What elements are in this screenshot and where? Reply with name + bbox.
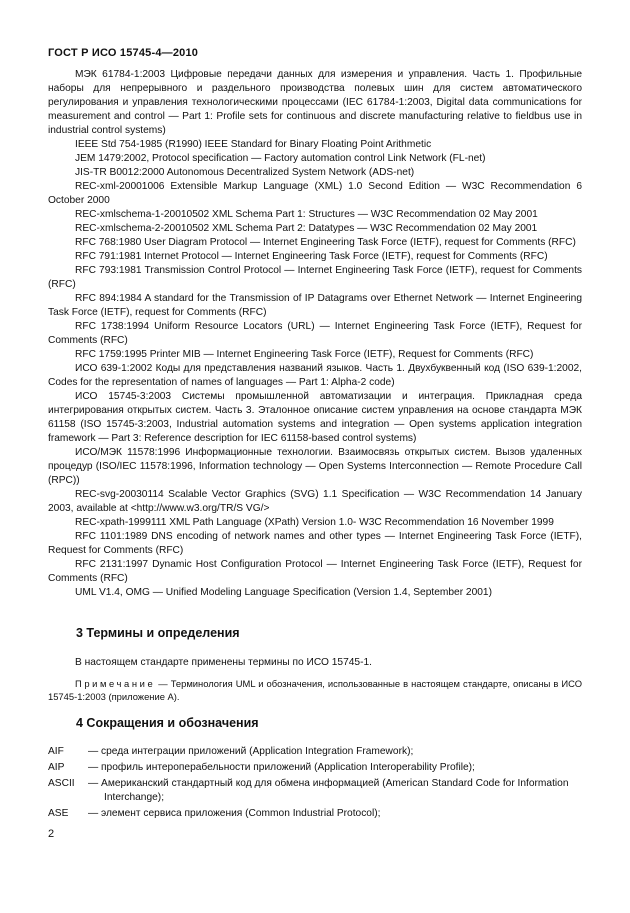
note-text: — Терминология UML и обозначения, использованные в настоящем стандарте, описаны в ИСО 15745-1:2003 (приложение А). [48, 678, 582, 702]
reference-item: RFC 894:1984 A standard for the Transmission of IP Datagrams over Ethernet Network — Internet Engineering Task Force (IETF), request for Comments (RFC) [48, 293, 582, 318]
abbreviation-key: ASE [48, 808, 69, 819]
abbreviation-desc: — профиль интероперабельности приложений (Application Interoperability Profile); [88, 762, 475, 773]
reference-item: REC-svg-20030114 Scalable Vector Graphics (SVG) 1.1 Specification — W3C Recommendation 14 January 2003, available at <http://www.w3.org/TR/S VG/> [48, 489, 582, 514]
abbreviation-row [48, 745, 582, 759]
reference-item: RFC 1101:1989 DNS encoding of network names and other types — Internet Engineering Task Force (IETF), Request for Comments (RFC) [48, 531, 582, 556]
abbreviation-key: AIF [48, 746, 64, 757]
reference-item: JEM 1479:2002, Protocol specification — Factory automation control Link Network (FL-net) [75, 153, 486, 164]
abbreviation-key: ASCII [48, 778, 75, 789]
reference-item: JIS-TR B0012:2000 Autonomous Decentralized System Network (ADS-net) [75, 167, 415, 178]
reference-item: ИСО 639-1:2002 Коды для представления названий языков. Часть 1. Двухбуквенный код (ISO 639-1:2002, Codes for the representation of names of languages — Part 1: Alpha-2 code) [48, 363, 582, 388]
section-4-title: 4 Сокращения и обозначения [76, 716, 259, 730]
reference-item: IEEE Std 754-1985 (R1990) IEEE Standard for Binary Floating Point Arithmetic [75, 139, 432, 150]
reference-item: UML V1.4, OMG — Unified Modeling Language Specification (Version 1.4, September 2001) [75, 587, 492, 598]
reference-item: RFC 768:1980 User Diagram Protocol — Internet Engineering Task Force (IETF), request for Comments (RFC) [75, 237, 576, 248]
reference-item: REC-xmlschema-1-20010502 XML Schema Part 1: Structures — W3C Recommendation 02 May 2001 [75, 209, 538, 220]
abbreviation-desc: — среда интеграции приложений (Application Integration Framework); [88, 746, 414, 757]
section-3-note [48, 677, 582, 703]
reference-item: RFC 791:1981 Internet Protocol — Internet Engineering Task Force (IETF), request for Comments (RFC) [75, 251, 548, 262]
reference-item: REC-xml-20001006 Extensible Markup Language (XML) 1.0 Second Edition — W3C Recommendation 6 October 2000 [48, 181, 582, 206]
reference-item: RFC 793:1981 Transmission Control Protocol — Internet Engineering Task Force (IETF), request for Comments (RFC) [48, 265, 582, 290]
reference-item: REC-xmlschema-2-20010502 XML Schema Part 2: Datatypes — W3C Recommendation 02 May 2001 [75, 223, 538, 234]
abbreviation-row [48, 777, 582, 805]
abbreviation-desc: — Американский стандартный код для обмена информацией (American Standard Code for Information Interchange); [88, 778, 569, 803]
reference-item: REC-xpath-1999111 XML Path Language (XPath) Version 1.0- W3C Recommendation 16 November 1999 [75, 517, 554, 528]
abbreviation-key: AIP [48, 762, 65, 773]
abbreviation-desc: — элемент сервиса приложения (Common Industrial Protocol); [88, 808, 381, 819]
page-header: ГОСТ Р ИСО 15745-4—2010 [48, 47, 199, 59]
page-number: 2 [48, 828, 55, 840]
reference-item: RFC 2131:1997 Dynamic Host Configuration Protocol — Internet Engineering Task Force (IETF), Request for Comments (RFC) [48, 559, 582, 584]
abbreviation-list [48, 745, 582, 823]
abbreviation-row [48, 761, 582, 775]
abbreviation-row [48, 807, 582, 821]
section-3-text: В настоящем стандарте применены термины по ИСО 15745-1. [75, 657, 372, 668]
section-3-title: 3 Термины и определения [76, 626, 240, 640]
reference-item: ИСО 15745-3:2003 Системы промышленной автоматизации и интеграция. Прикладная среда интегрирования открытых систем. Часть 3. Эталонное описание систем управления на основе стандарта МЭК 61158 (ISO 15745-3:2003, Industrial automation systems and integration — Open systems application integration framework — Part 3: Reference description for IEC 61158-based control systems) [48, 391, 582, 444]
reference-item: RFC 1738:1994 Uniform Resource Locators (URL) — Internet Engineering Task Force (IETF), Request for Comments (RFC) [48, 321, 582, 346]
note-label: Примечание [75, 678, 156, 689]
reference-list [48, 68, 582, 600]
reference-item: RFC 1759:1995 Printer MIB — Internet Engineering Task Force (IETF), Request for Comments (RFC) [75, 349, 534, 360]
reference-item: МЭК 61784-1:2003 Цифровые передачи данных для измерения и управления. Часть 1. Профильные наборы для непрерывного и раздельного производства полевых шин для систем автоматического регулирования и управления технологическими процессами (IEC 61784-1:2003, Digital data communications for measurement and control — Part 1: Profile sets for continuous and discrete manufacturing relative to fieldbus use in industrial control systems) [48, 69, 582, 136]
reference-item: ИСО/МЭК 11578:1996 Информационные технологии. Взаимосвязь открытых систем. Вызов удаленных процедур (ISO/IEC 11578:1996, Information technology — Open Systems Interconnection — Remote Procedure Call (RPC)) [48, 447, 582, 486]
